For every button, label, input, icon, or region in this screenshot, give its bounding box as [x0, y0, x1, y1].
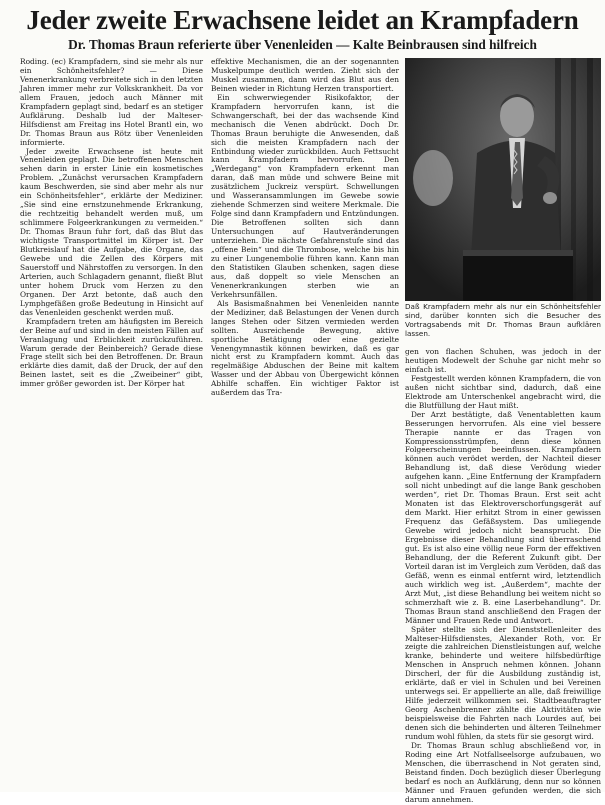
paragraph: gen von flachen Schuhen, was jedoch in der heutigen Modewelt der Schuhe gar nicht mehr so einfach ist. — [405, 347, 601, 374]
lecture-photo — [405, 58, 601, 301]
article-column-1 — [20, 57, 203, 389]
paragraph: Ein schwerwiegender Risikofaktor, der Krampfadern hervorrufen kann, ist die Schwangerschaft, bei der das wachsende Kind mechanisch die Venen abdrückt. Doch Dr. Thomas Braun beruhigte die Anwesenden, daß sich die meisten Krampfadern nach der Entbindung wieder zurückbilden. Auch Fettsucht kann Krampfadern hervorrufen. Den „Werdegang“ von Krampfadern erkennt man daran, daß man müde und schwere Beine mit zusätzlichem Juckreiz verspürt. Schwellungen und Wasseransammlungen im Gewebe sowie ziehende Schmerzen sind weitere Merkmale. Die Folge sind dann Krampfadern und Entzündungen. Die Betroffenen sollten sich dann Untersuchungen auf Hautveränderungen unterziehen. Die nächste Gefahrenstufe sind das „offene Bein“ und die Thrombose, welche bis hin zu einer Lungenembolie führen kann. Kann man den Statistiken Glauben schenken, sagen diese aus, daß doppelt so viele Menschen an Venenerkrankungen sterben wie an Verkehrsunfällen. — [211, 92, 399, 299]
paragraph: Jeder zweite Erwachsene ist heute mit Venenleiden geplagt. Die betroffenen Menschen sehen darin in erster Linie ein kosmetisches Problem. „Zunächst verursachen Krampfadern kaum Beschwerden, sie sind aber mehr als nur ein Schönheitsfehler“, erklärte der Mediziner. „Sie sind eine ernstzunehmende Erkrankung, die rechtzeitig behandelt werden muß, um schlimmere Folgeerkrankungen zu vermeiden.“ Dr. Thomas Braun fuhr fort, daß das Blut das wichtigste Transportmittel im Körper ist. Der Blutkreislauf hat die Aufgabe, die Organe, das Gewebe und die Zellen des Körpers mit Sauerstoff und Nährstoffen zu versorgen. In den Arterien, auch Schlagadern genannt, fließt Blut unter hohem Druck vom Herzen zu den Organen. Der Arzt betonte, daß auch den Lymphgefäßen große Bedeutung in Hinsicht auf das Venenleiden geschenkt werden muß. — [20, 146, 203, 317]
photo-caption: Daß Krampfadern mehr als nur ein Schönheitsfehler sind, darüber konnten sich die Besucher des Vortragsabends mit Dr. Thomas Braun aufklären lassen. — [405, 302, 601, 338]
article-column-2 — [211, 57, 399, 398]
paragraph: Krampfadern treten am häufigsten im Bereich der Beine auf und sind in den meisten Fällen auf Veranlagung und Erblichkeit zurückzuführen. Warum gerade der Beinbereich? Gerade diese Frage stellt sich bei den Betroffenen. Dr. Braun erklärte dies damit, daß der Druck, der auf den Beinen lastet, seit es die „Zweibeiner“ gibt, immer größer geworden ist. Der Körper hat — [20, 316, 203, 389]
speaker-photo-illustration — [405, 58, 601, 301]
subheadline: Dr. Thomas Braun referierte über Venenleiden — Kalte Beinbrausen sind hilfreich — [68, 37, 537, 52]
paragraph: Roding. (ec) Krampfadern, sind sie mehr als nur ein Schönheitsfehler? — Diese Venenerkrankung verbreitete sich in den letzten Jahren immer mehr zur Volkskrankheit. Da vor allem Frauen, jedoch auch Männer mit Krampfadern geplagt sind, bedarf es an stetiger Aufklärung. Deshalb lud der Malteser-Hilfsdienst am Freitag ins Hotel Brantl ein, wo Dr. Thomas Braun aus Rötz über Venenleiden informierte. — [20, 57, 203, 147]
article-column-3 — [405, 347, 601, 804]
paragraph: Festgestellt werden können Krampfadern, die von außen nicht sichtbar sind, dadurch, daß eine Elektrode am Unterschenkel angebracht wird, die die Blutfüllung der Haut mißt. — [405, 373, 601, 410]
headline: Jeder zweite Erwachsene leidet an Krampfadern — [26, 5, 579, 35]
paragraph: Als Basismaßnahmen bei Venenleiden nannte der Mediziner, daß Belastungen der Venen durch langes Stehen oder Sitzen vermieden werden sollten. Ausreichende Bewegung, aktive sportliche Betätigung oder eine gezielte Venengymnastik können bewirken, daß es gar nicht erst zu Krampfadern kommt. Auch das regelmäßige Abduschen der Beine mit kaltem Wasser und der Abbau von Übergewicht können Abhilfe schaffen. Ein wichtiger Faktor ist außerdem das Tra- — [211, 298, 399, 398]
paragraph: Dr. Thomas Braun schlug abschließend vor, in Roding eine Art Notfallseelsorge aufzubauen, wo Menschen, die überraschend in Not geraten sind, Beistand finden. Doch bezüglich dieser Überlegung bedarf es noch an Aufklärung, denn nur so können Männer und Frauen gefunden werden, die sich darum annehmen. — [405, 740, 601, 804]
paragraph: effektive Mechanismen, die an der sogenannten Muskelpumpe deutlich werden. Zieht sich der Muskel zusammen, dann wird das Blut aus den Beinen wieder in Richtung Herzen transportiert. — [211, 57, 399, 93]
paragraph: Der Arzt bestätigte, daß Venentabletten kaum Besserungen hervorrufen. Als eine viel bessere Therapie nannte er das Tragen von Kompressionsstrümpfen, denn diese können Folgeerscheinungen beeinflussen. Krampfadern können auch verödet werden, der Nachteil dieser Behandlung ist, daß diese Verödung wieder aufgehen kann. „Eine Entfernung der Krampfadern soll nicht unbedingt auf die lange Bank geschoben werden“, riet Dr. Thomas Braun. Erst seit acht Monaten ist das Elektroverschorfungsgerät auf dem Markt. Hier erhitzt Strom in einer gewissen Frequenz das Gefäßsystem. Das umliegende Gewebe wird jedoch nicht beansprucht. Die Ergebnisse dieser Behandlung sind überraschend gut. Es ist also eine völlig neue Form der effektiven Behandlung, der die Referent Zukunft gibt. Der Vorteil daran ist im Vergleich zum Veröden, daß das Gefäß, wenn es einmal entfernt wird, letztendlich auch wirklich weg ist. „Außerdem“, machte der Arzt Mut, „ist diese Behandlung bei weitem nicht so schmerzhaft wie z. B. eine Laserbehandlung“. Dr. Thomas Braun stand anschließend den Fragen der Männer und Frauen Rede und Antwort. — [405, 409, 601, 625]
paragraph: Später stellte sich der Dienststellenleiter des Malteser-Hilfsdienstes, Alexander Roth, vor. Er zeigte die zahlreichen Dienstleistungen auf, welche kranke, behinderte und weitere hilfsbedürftige Menschen in Anspruch nehmen können. Johann Dirscherl, der für die Ausbildung zuständig ist, erklärte, daß er viel in Schulen und bei Vereinen unterwegs sei. Er appellierte an alle, daß freiwillige Hilfe jederzeit willkommen sei. Stadtbeauftragter Georg Aschenbrenner zählte die Aktivitäten wie beispielsweise die Fahrten nach Lourdes auf, bei denen sich die behinderten und älteren Teilnehmer rundum wohl fühlen, da stets für sie gesorgt wird. — [405, 624, 601, 741]
